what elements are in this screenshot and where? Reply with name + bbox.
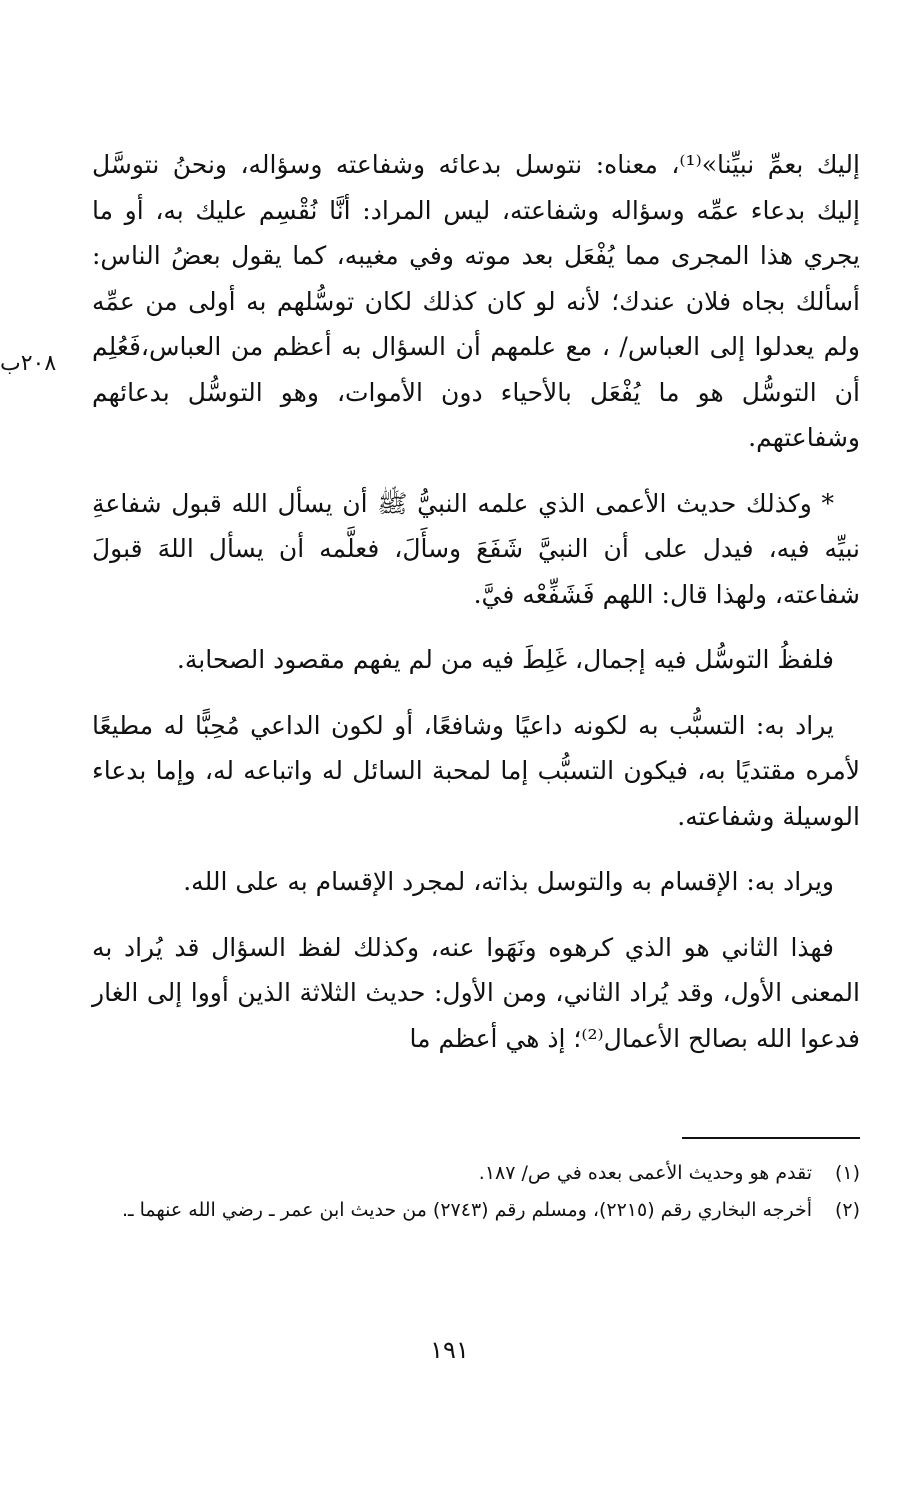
footnote-number: (٢) [834,1199,860,1221]
footnote-text: تقدم هو وحديث الأعمى بعده في ص/ ١٨٧. [478,1162,812,1184]
footnote-number: (١) [834,1162,860,1184]
paragraph-5: ويراد به: الإقسام به والتوسل بذاته، لمجرد الإقسام به على الله. [183,867,834,896]
page-number: ١٩١ [430,1336,469,1364]
paragraph-2: * وكذلك حديث الأعمى الذي علمه النبيُّ ﷺ أن يسأل الله قبول شفاعةِ نبيِّه فيه، فيدل على أن النبيَّ شَفَعَ وسأَلَ، فعلَّمه أن يسأل اللهَ قبولَ شفاعته، ولهذا قال: اللهم فَشَفِّعْه فيَّ. [92,488,860,609]
paragraph-1: إليك بعمِّ نبيِّنا»⁽¹⁾، معناه: نتوسل بدعائه وشفاعته وسؤاله، ونحنُ نتوسَّل إليك بدعاء عمِّه وسؤاله وشفاعته، ليس المراد: أنَّا نُقْسِم عليك به، أو ما يجري هذا المجرى مما يُفْعَل بعد موته وفي مغيبه، كما يقول بعضُ الناس: أسألك بجاه فلان عندك؛ لأنه لو كان كذلك لكان توسُّلهم به أولى من عمِّه ولم يعدلوا إلى العباس/ ، مع علمهم أن السؤال به أعظم من العباس،فَعُلِم أن التوسُّل هو ما يُفْعَل بالأحياء دون الأموات، وهو التوسُّل بدعائهم وشفاعتهم. [92,150,860,452]
margin-folio-note: ٢٠٨ب [0,351,57,376]
main-text [92,142,860,1081]
footnote-text: أخرجه البخاري رقم (٢٢١٥)، ومسلم رقم (٢٧٤٣) من حديث ابن عمر ـ رضي الله عنهما ـ. [121,1199,812,1221]
paragraph-4: يراد به: التسبُّب به لكونه داعيًا وشافعًا، أو لكون الداعي مُحِبًّا له مطيعًا لأمره مقتديًا به، فيكون التسبُّب إما لمحبة السائل له واتباعه له، وإما بدعاء الوسيلة وشفاعته. [92,710,860,831]
footnote-1 [92,1157,860,1190]
paragraph-3: فلفظُ التوسُّل فيه إجمال، غَلِطَ فيه من لم يفهم مقصود الصحابة. [176,645,834,674]
footnotes [92,1157,860,1231]
footnote-2 [92,1194,860,1227]
footnote-separator [682,1137,860,1139]
paragraph-6: فهذا الثاني هو الذي كرهوه ونَهَوا عنه، وكذلك لفظ السؤال قد يُراد به المعنى الأول، وقد يُراد الثاني، ومن الأول: حديث الثلاثة الذين أووا إلى الغار فدعوا الله بصالح الأعمال⁽²⁾؛ إذ هي أعظم ما [92,932,860,1053]
